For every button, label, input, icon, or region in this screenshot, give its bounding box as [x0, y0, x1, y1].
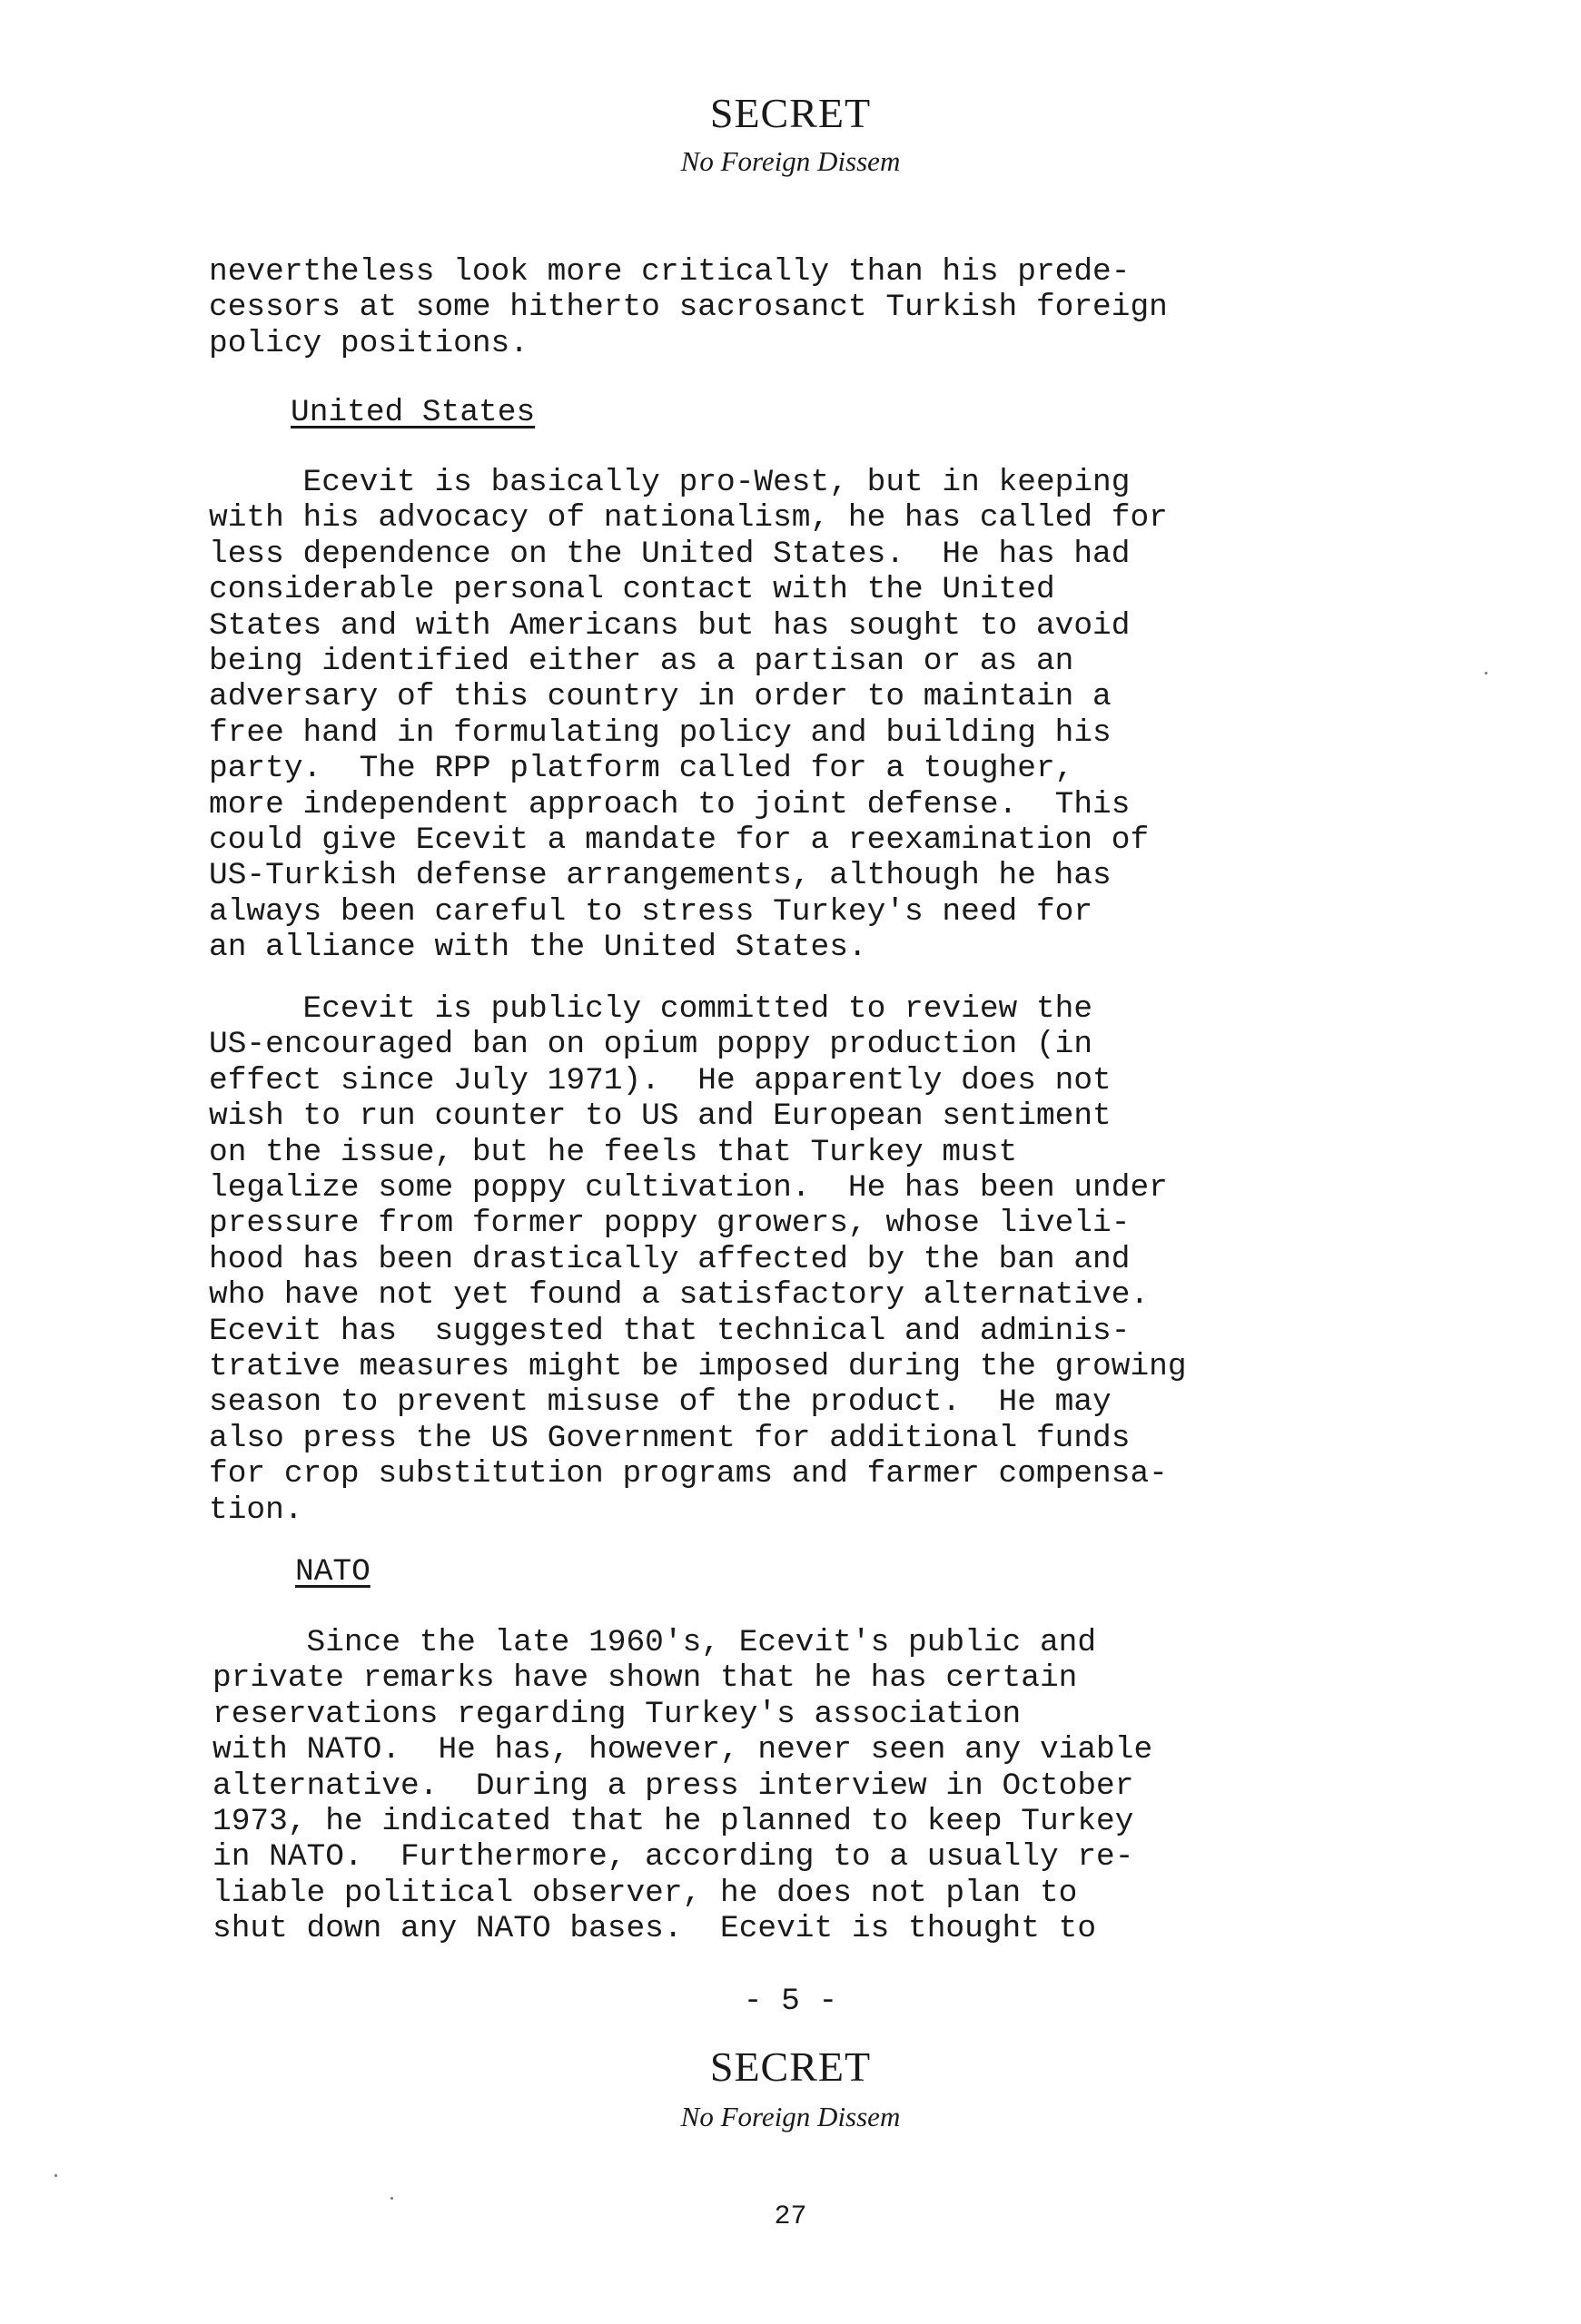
- scan-speck: [1485, 672, 1487, 675]
- sheet-number: 27: [774, 2201, 807, 2232]
- section-heading-nato: NATO: [295, 1554, 371, 1590]
- footer-classification: SECRET: [709, 2043, 872, 2090]
- paragraph-intro-continuation: nevertheless look more critically than his prede- cessors at some hitherto sacrosanct Turkish foreign policy positions.: [209, 254, 1168, 361]
- scan-speck: [390, 2197, 393, 2200]
- header-classification: SECRET: [709, 90, 872, 136]
- page-number: - 5 -: [743, 1984, 838, 2019]
- header-dissemination: No Foreign Dissem: [680, 145, 901, 177]
- paragraph-nato: Since the late 1960's, Ecevit's public and private remarks have shown that he has certain reservations regarding Turkey's association with NATO. He has, however, never seen any viable alternative. During a press interview in October 1973, he indicated that he planned to keep Turkey in NATO. Furthermore, according to a usually re- liable political observer, he does not plan to shut down any NATO bases. Ecevit is thought to: [212, 1625, 1153, 1947]
- paragraph-united-states-relations: Ecevit is basically pro-West, but in keeping with his advocacy of nationalism, he has called for less dependence on the United States. He has had considerable personal contact with the United States and with Americans but has sought to avoid being identified either as a partisan or as an adversary of this country in order to maintain a free hand in formulating policy and building his party. The RPP platform called for a tougher, more independent approach to joint defense. This could give Ecevit a mandate for a reexamination of US-Turkish defense arrangements, although he has always been careful to stress Turkey's need for an alliance with the United States.: [209, 465, 1168, 966]
- section-heading-united-states: United States: [291, 395, 536, 430]
- paragraph-opium-poppy-ban: Ecevit is publicly committed to review the US-encouraged ban on opium poppy production (in effect since July 1971). He apparently does not wish to run counter to US and European sentiment on the issue, but he feels that Turkey must legalize some poppy cultivation. He has been under pressure from former poppy growers, whose liveli- hood has been drastically affected by the ban and who have not yet found a satisfactory alternative. Ecevit has suggested that technical and adminis- trative measures might be imposed during the growing season to prevent misuse of the product. He may also press the US Government for additional funds for crop substitution programs and farmer compensa- tion.: [209, 991, 1187, 1528]
- scan-speck: [54, 2174, 57, 2177]
- footer-dissemination: No Foreign Dissem: [680, 2101, 901, 2132]
